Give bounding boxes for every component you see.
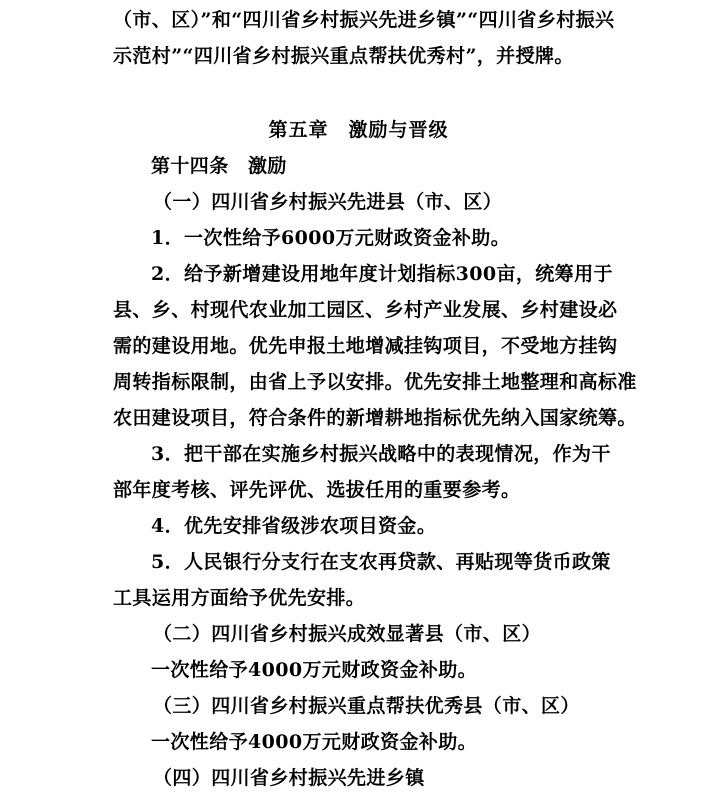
text-line: 5．人民银行分支行在支农再贷款、再贴现等货币政策 <box>151 551 611 573</box>
text-line: 1．一次性给予6000万元财政资金补助。 <box>151 227 511 249</box>
text-line: 需的建设用地。优先申报土地增减挂钩项目，不受地方挂钩 <box>113 335 618 357</box>
section-heading: （三）四川省乡村振兴重点帮扶优秀县（市、区） <box>153 695 580 717</box>
text-line: 示范村”“四川省乡村振兴重点帮扶优秀村”，并授牌。 <box>113 45 574 67</box>
text-line: 4．优先安排省级涉农项目资金。 <box>151 515 437 537</box>
chapter-heading: 第五章 激励与晋级 <box>268 119 449 141</box>
article-heading: 第十四条 激励 <box>151 155 287 177</box>
text-line: 一次性给予4000万元财政资金补助。 <box>151 731 478 753</box>
text-line: 部年度考核、评先评优、选拔任用的重要参考。 <box>113 479 521 501</box>
text-line: 农田建设项目，符合条件的新增耕地指标优先纳入国家统筹。 <box>113 407 637 429</box>
text-line: （市、区）”和“四川省乡村振兴先进乡镇”“四川省乡村振兴 <box>113 9 615 31</box>
text-line: 一次性给予4000万元财政资金补助。 <box>151 659 478 681</box>
text-line: 县、乡、村现代农业加工园区、乡村产业发展、乡村建设必 <box>113 299 618 321</box>
text-line: 2．给予新增建设用地年度计划指标300亩，统筹用于 <box>151 263 613 285</box>
section-heading: （二）四川省乡村振兴成效显著县（市、区） <box>153 623 542 645</box>
text-line: 周转指标限制，由省上予以安排。优先安排土地整理和高标准 <box>113 371 637 393</box>
section-heading: （一）四川省乡村振兴先进县（市、区） <box>153 191 503 213</box>
text-line: 工具运用方面给予优先安排。 <box>113 587 366 609</box>
text-line: 3．把干部在实施乡村振兴战略中的表现情况，作为干 <box>151 443 611 465</box>
section-heading: （四）四川省乡村振兴先进乡镇 <box>153 767 425 789</box>
